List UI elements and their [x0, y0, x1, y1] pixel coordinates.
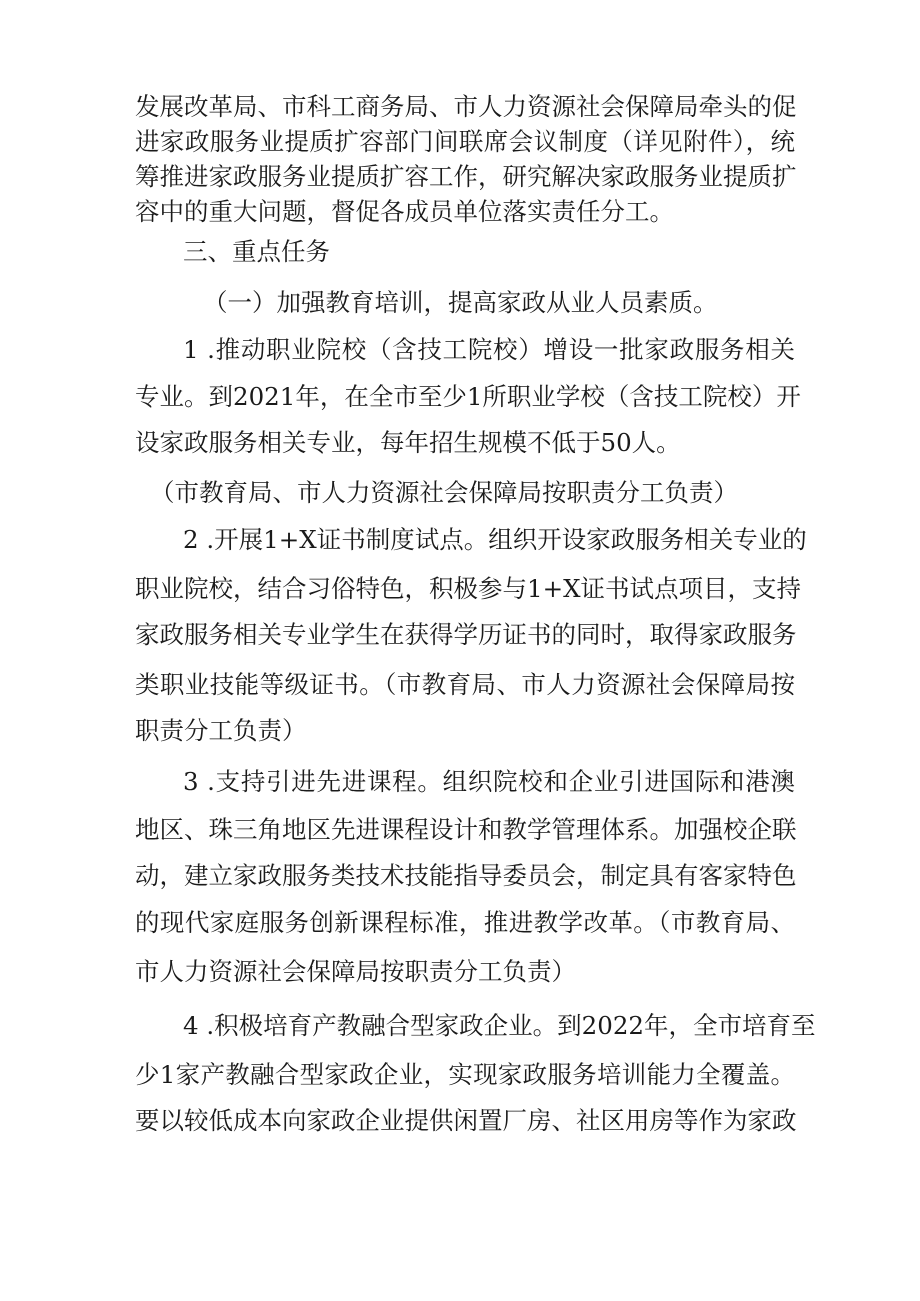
item-text-line: 设家政服务相关专业，每年招生规模不低于50人。: [135, 428, 681, 457]
subsection-heading: （一）加强教育培训，提高家政从业人员素质。: [203, 288, 718, 317]
item-text-line: 专业。到2021年，在全市至少1所职业学校（含技工院校）开: [135, 382, 801, 411]
item-text-line: 要以较低成本向家政企业提供闲置厂房、社区用房等作为家政: [135, 1106, 797, 1135]
item-text-line: 职业院校，结合习俗特色，积极参与1+X证书试点项目，支持: [135, 574, 802, 603]
item-text-line: 的现代家庭服务创新课程标准，推进教学改革。（市教育局、: [135, 908, 795, 937]
section-heading: 三、重点任务: [183, 237, 330, 266]
body-text-line: 进家政服务业提质扩容部门间联席会议制度（详见附件），统: [135, 127, 795, 156]
item-text-line: 家政服务相关专业学生在获得学历证书的同时，取得家政服务: [135, 620, 797, 649]
responsibility-note: （市教育局、市人力资源社会保障局按职责分工负责）: [150, 478, 738, 507]
item-text-line: 少1家产教融合型家政企业，实现家政服务培训能力全覆盖。: [135, 1060, 795, 1089]
item-text-line: 4 .积极培育产教融合型家政企业。到2022年，全市培育至: [183, 1011, 816, 1040]
body-text-line: 发展改革局、市科工商务局、市人力资源社会保障局牵头的促: [135, 92, 797, 121]
item-text-line: 地区、珠三角地区先进课程设计和教学管理体系。加强校企联: [135, 815, 797, 844]
item-text-line: 市人力资源社会保障局按职责分工负责）: [135, 957, 576, 986]
item-text-line: 1 .推动职业院校（含技工院校）增设一批家政服务相关: [183, 335, 795, 364]
item-text-line: 职责分工负责）: [135, 716, 307, 745]
item-text-line: 动，建立家政服务类技术技能指导委员会，制定具有客家特色: [135, 861, 797, 890]
item-text-line: 2 .开展1+X证书制度试点。组织开设家政服务相关专业的: [183, 525, 807, 554]
body-text-line: 容中的重大问题，督促各成员单位落实责任分工。: [135, 197, 674, 226]
item-text-line: 类职业技能等级证书。（市教育局、市人力资源社会保障局按: [135, 670, 795, 699]
body-text-line: 筹推进家政服务业提质扩容工作，研究解决家政服务业提质扩: [135, 162, 797, 191]
item-text-line: 3 .支持引进先进课程。组织院校和企业引进国际和港澳: [183, 767, 795, 796]
